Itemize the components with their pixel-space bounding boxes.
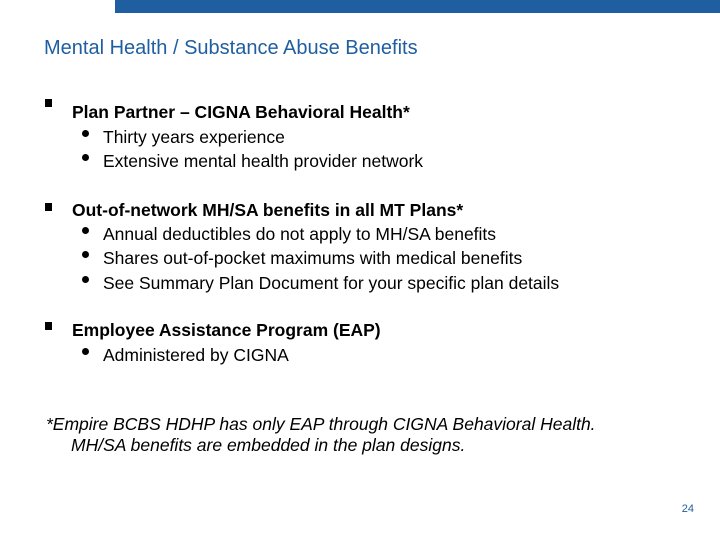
dot-bullet-icon [82,276,89,283]
sub-item: Thirty years experience [103,127,285,147]
square-bullet-icon [45,203,52,211]
footnote [46,414,596,456]
sub-item: Annual deductibles do not apply to MH/SA benefits [103,224,497,244]
sub-item: See Summary Plan Document for your specific plan details [103,273,560,293]
sub-item: Extensive mental health provider network [103,151,424,171]
bullet-item-out-of-network: Out-of-network MH/SA benefits in all MT Plans* [72,200,464,220]
page-title: Mental Health / Substance Abuse Benefits [44,37,418,59]
footnote-line: *Empire BCBS HDHP has only EAP through CIGNA Behavioral Health. [46,414,596,434]
dot-bullet-icon [82,251,89,258]
bullet-item-eap: Employee Assistance Program (EAP) [72,320,381,340]
footnote-line: MH/SA benefits are embedded in the plan designs. [71,435,466,455]
dot-bullet-icon [82,348,89,355]
sub-item: Shares out-of-pocket maximums with medical benefits [103,248,523,268]
header-bar [115,0,720,13]
square-bullet-icon [45,322,52,330]
dot-bullet-icon [82,154,89,161]
page-number: 24 [681,503,694,515]
bullet-item-plan-partner: Plan Partner – CIGNA Behavioral Health* [72,102,410,122]
dot-bullet-icon [82,130,89,137]
square-bullet-icon [45,99,52,107]
dot-bullet-icon [82,227,89,234]
sub-item: Administered by CIGNA [103,345,289,365]
